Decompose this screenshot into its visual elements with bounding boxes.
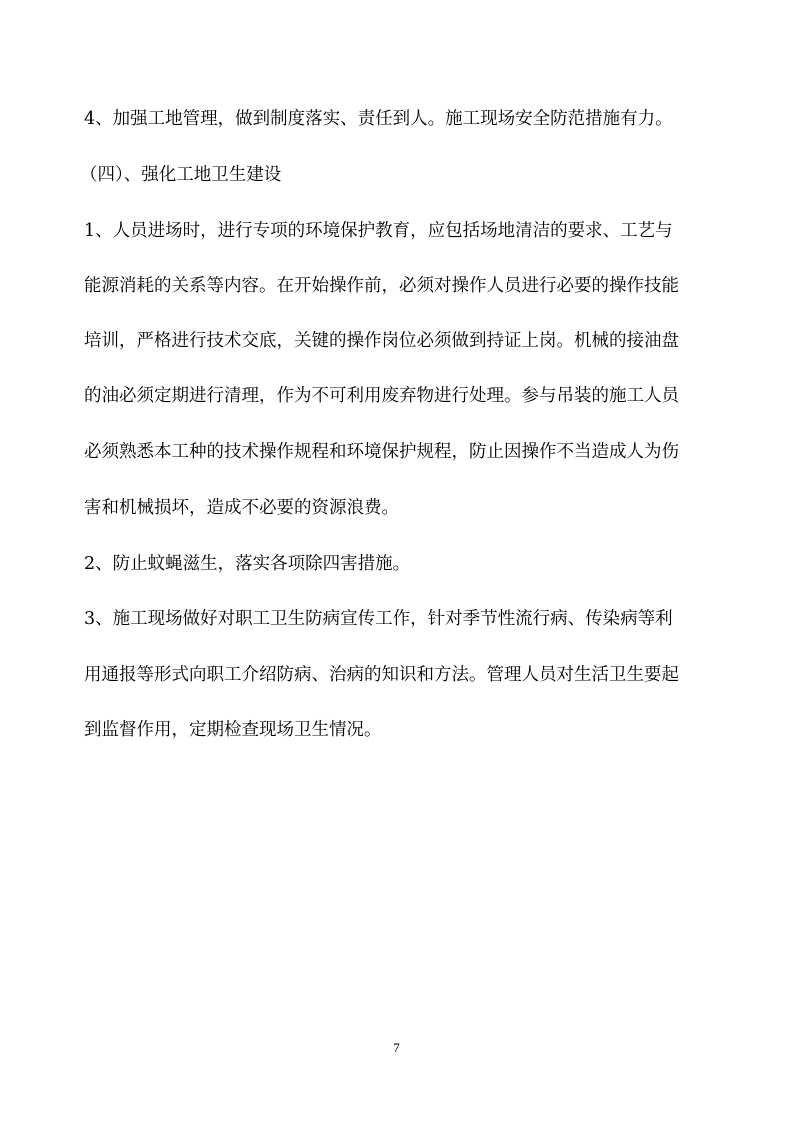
paragraph-item-1-line-3: 培训，严格进行技术交底，关键的操作岗位必须做到持证上岗。机械的接油盘	[84, 331, 679, 351]
paragraph-item-2-line: 2、防止蚊蝇滋生，落实各项除四害措施。	[84, 554, 411, 574]
paragraph-item-3-line-3: 到监督作用，定期检查现场卫生情况。	[84, 720, 382, 740]
paragraph-item-1-line-4: 的油必须定期进行清理，作为不可利用废弃物进行处理。参与吊装的施工人员	[84, 386, 679, 406]
paragraph-item-1-line-5: 必须熟悉本工种的技术操作规程和环境保护规程，防止因操作不当造成人为伤	[84, 442, 679, 462]
paragraph-item-3-line-1: 3、施工现场做好对职工卫生防病宣传工作，针对季节性流行病、传染病等利	[84, 609, 673, 629]
paragraph-item-1-line-2: 能源消耗的关系等内容。在开始操作前，必须对操作人员进行必要的操作技能	[84, 276, 679, 296]
paragraph-item-1-line-6: 害和机械损坏，造成不必要的资源浪费。	[84, 498, 399, 518]
section-heading-4: （四）、强化工地卫生建设	[80, 165, 282, 185]
paragraph-item-1-line-1: 1、人员进场时，进行专项的环境保护教育，应包括场地清洁的要求、工艺与	[84, 221, 673, 241]
paragraph-item-4-line: 4、加强工地管理，做到制度落实、责任到人。施工现场安全防范措施有力。	[84, 109, 673, 129]
page-number: 7	[393, 1040, 400, 1055]
paragraph-item-3-line-2: 用通报等形式向职工介绍防病、治病的知识和方法。管理人员对生活卫生要起	[84, 665, 679, 685]
